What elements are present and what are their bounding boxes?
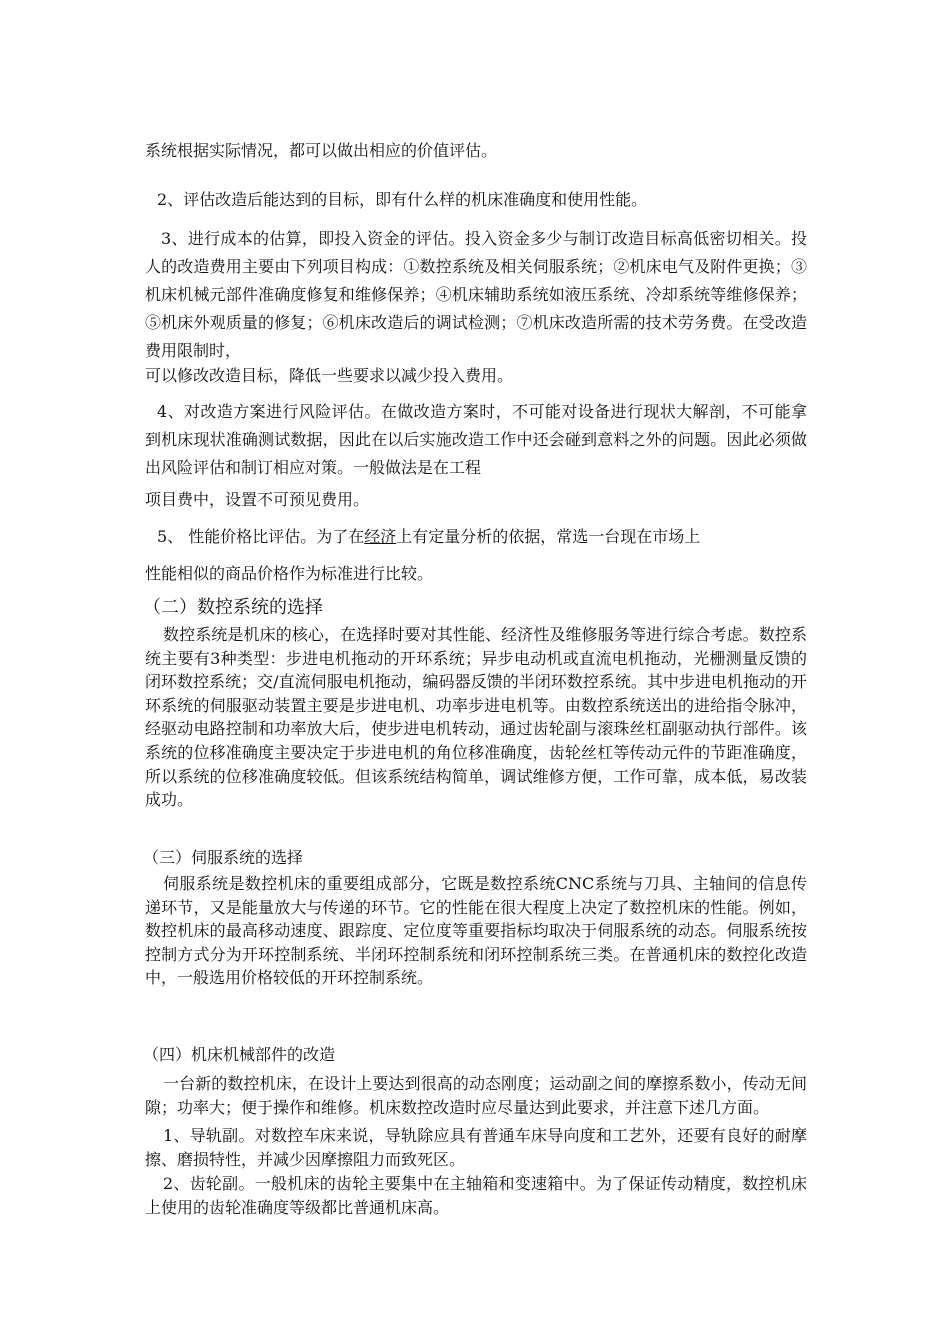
paragraph-item-2: 2、评估改造后能达到的目标，即有什么样的机床准确度和使用性能。	[157, 190, 648, 209]
section-4-item-2: 2、齿轮副。一般机床的齿轮主要集中在主轴箱和变速箱中。为了保证传动精度，数控机床上使用的齿轮准确度等级都比普通机床高。	[145, 1174, 807, 1217]
paragraph-item-4: 4、对改造方案进行风险评估。在做改造方案时，不可能对设备进行现状大解剖，不可能拿到机床现状准确测试数据，因此在以后实施改造工作中还会碰到意料之外的问题。因此必须做出风险评估和制订相应对策。一般做法是在工程	[145, 402, 807, 477]
section-2-heading: （二）数控系统的选择	[143, 597, 323, 618]
paragraph-item-5-text-a: 5、 性能价格比评估。为了在	[157, 527, 365, 546]
paragraph-item-3-end: 可以修改改造目标，降低一些要求以减少投入费用。	[145, 366, 514, 385]
section-4-heading: （四）机床机械部件的改造	[143, 1045, 336, 1064]
paragraph-item-4-end: 项目费中，设置不可预见费用。	[145, 490, 370, 509]
section-3-heading: （三）伺服系统的选择	[143, 848, 304, 867]
paragraph-item-5	[145, 523, 807, 551]
paragraph-item-5-end: 性能相似的商品价格作为标准进行比较。	[145, 564, 434, 583]
section-4-body: 一台新的数控机床，在设计上要达到很高的动态刚度；运动副之间的摩擦系数小，传动无间隙；功率大；便于操作和维修。机床数控改造时应尽量达到此要求，并注意下述几方面。	[145, 1074, 807, 1117]
section-3-body: 伺服系统是数控机床的重要组成部分，它既是数控系统CNC系统与刀具、主轴间的信息传递环节，又是能量放大与传递的环节。它的性能在很大程度上决定了数控机床的性能。例如，数控机床的最高移动速度、跟踪度、定位度等重要指标均取决于伺服系统的动态。伺服系统按控制方式分为开环控制系统、半闭环控制系统和闭环控制系统三类。在普通机床的数控化改造中，一般选用价格较低的开环控制系统。	[145, 874, 807, 988]
section-2-body: 数控系统是机床的核心，在选择时要对其性能、经济性及维修服务等进行综合考虑。数控系统主要有3种类型：步进电机拖动的开环系统；异步电动机或直流电机拖动，光栅测量反馈的闭环数控系统；交/直流伺服电机拖动，编码器反馈的半闭环数控系统。其中步进电机拖动的开环系统的伺服驱动装置主要是步进电机、功率步进电机等。由数控系统送出的进给指令脉冲，经驱动电路控制和功率放大后，使步进电机转动，通过齿轮副与滚珠丝杠副驱动执行部件。该系统的位移准确度主要决定于步进电机的角位移准确度，齿轮丝杠等传动元件的节距准确度，所以系统的位移准确度较低。但该系统结构简单，调试维修方便，工作可靠，成本低，易改装成功。	[145, 625, 807, 810]
paragraph-value-assessment-end: 系统根据实际情况，都可以做出相应的价值评估。	[145, 141, 498, 160]
section-4-item-1: 1、导轨副。对数控车床来说，导轨除应具有普通车床导向度和工艺外，还要有良好的耐摩擦、磨损特性，并减少因摩擦阻力而致死区。	[145, 1126, 807, 1169]
economy-link[interactable]: 经济	[364, 527, 397, 546]
paragraph-item-5-text-b: 上有定量分析的依据，常选一台现在市场上	[396, 527, 701, 546]
paragraph-item-3: 3、进行成本的估算，即投入资金的评估。投入资金多少与制订改造目标高低密切相关。投人的改造费用主要由下列项目构成：①数控系统及相关伺服系统；②机床电气及附件更换；③机床机械元部件准确度修复和维修保养；④机床辅助系统如液压系统、冷却系统等维修保养；⑤机床外观质量的修复；⑥机床改造后的调试检测；⑦机床改造所需的技术劳务费。在受改造费用限制时，	[145, 229, 807, 360]
